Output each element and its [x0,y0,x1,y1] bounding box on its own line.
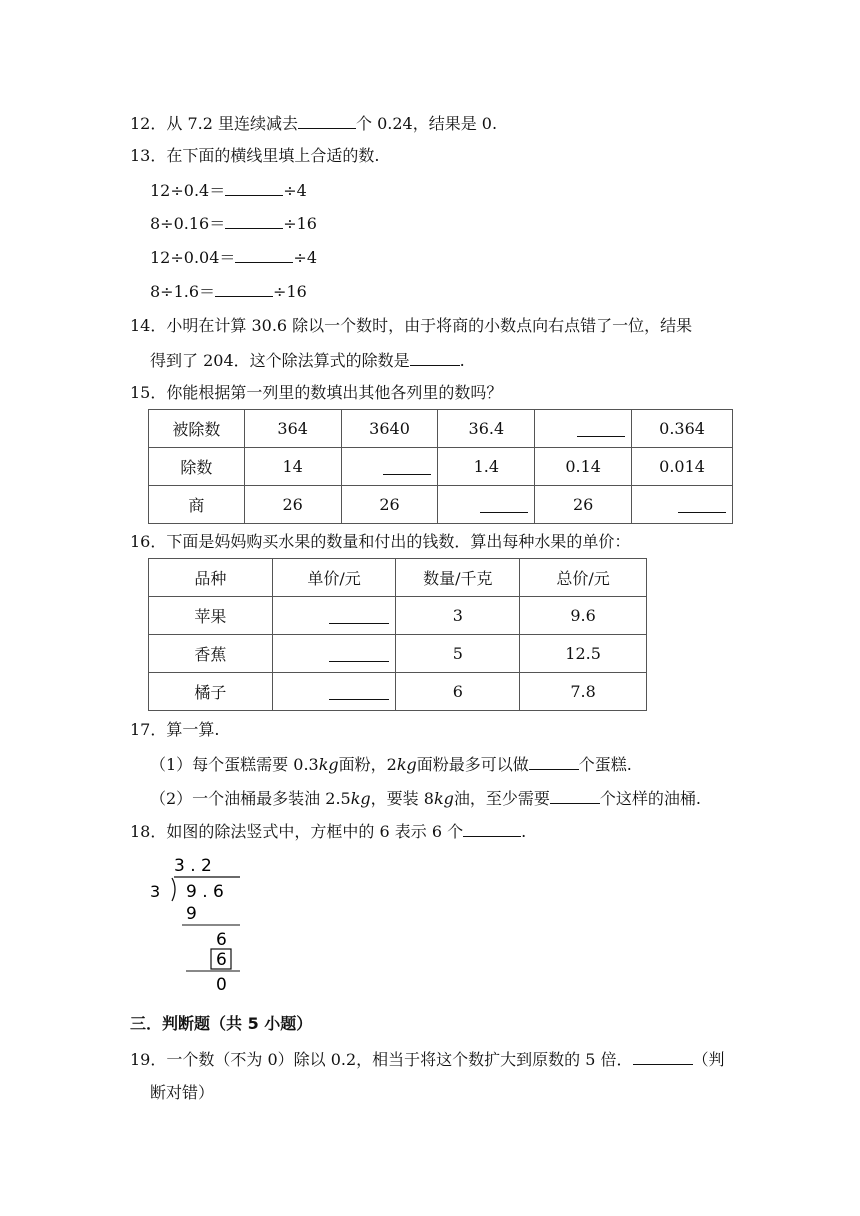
question-12 [130,113,497,134]
table-cell: 0.14 [535,448,632,486]
column-header: 品种 [149,559,273,597]
equation-left: 12÷0.04＝ [150,248,236,267]
question-text: 你能根据第一列里的数填出其他各列里的数吗？ [166,383,503,402]
quotient-text: 3 . 2 [174,856,212,876]
question-number: 14． [130,316,167,335]
part-text: 个这样的油桶. [599,789,701,808]
question-16 [130,532,630,552]
part-text: （2）一个油桶最多装油 2.5 [150,789,351,808]
long-division-figure [150,855,245,995]
part-text: 面粉最多可以做 [416,755,529,774]
table-row [149,673,647,711]
boxed-digit: 6 [216,950,227,970]
question-text: 算一算. [166,720,220,739]
answer-blank[interactable] [678,498,726,513]
equation-left: 12÷0.4＝ [150,181,226,200]
equation-right: ÷4 [283,181,307,200]
table-cell: 橘子 [149,673,273,711]
dividend-text: 9 . 6 [186,882,224,902]
question-19-line2 [150,1083,214,1103]
question-17 [130,720,219,740]
answer-blank[interactable] [298,113,356,129]
table-cell: 6 [396,673,520,711]
equation-right: ÷16 [283,214,317,233]
table-cell: 36.4 [438,410,535,448]
table-cell: 364 [244,410,341,448]
table-cell: 苹果 [149,597,273,635]
equation-left: 8÷1.6＝ [150,282,216,301]
question-text: 一个数（不为 0）除以 0.2，相当于将这个数扩大到原数的 5 倍． [166,1050,633,1069]
question-number: 18． [130,822,167,841]
table-cell-blank[interactable] [341,448,438,486]
answer-blank[interactable] [550,788,600,804]
part-text: （1）每个蛋糕需要 0.3 [150,755,319,774]
part-text: 油，至少需要 [453,789,550,808]
table-cell-blank[interactable] [632,486,733,524]
table-cell: 3 [396,597,520,635]
table-cell-blank[interactable] [535,410,632,448]
table-cell: 26 [341,486,438,524]
question-18 [130,821,526,842]
unit-text: kg [396,755,417,774]
answer-blank[interactable] [480,498,528,513]
question-number: 13． [130,146,167,165]
table-cell: 26 [244,486,341,524]
question-15 [130,383,502,403]
answer-blank[interactable] [225,180,283,196]
question-text: 小明在计算 30.6 除以一个数时，由于将商的小数点向右点错了一位，结果 [166,316,693,335]
question-text: 下面是妈妈购买水果的数量和付出的钱数．算出每种水果的单价： [166,532,631,551]
question-13 [130,146,379,166]
division-bracket [172,878,175,901]
column-header: 单价/元 [272,559,396,597]
column-header: 数量/千克 [396,559,520,597]
answer-blank[interactable] [463,821,521,837]
answer-blank[interactable] [329,647,389,662]
answer-blank[interactable] [633,1049,693,1065]
answer-blank[interactable] [529,754,579,770]
table-cell: 1.4 [438,448,535,486]
table-cell: 7.8 [520,673,647,711]
answer-blank[interactable] [329,609,389,624]
question-text-end: （判 [692,1050,725,1069]
answer-blank[interactable] [410,350,460,366]
equation-right: ÷4 [293,248,317,267]
question-number: 16． [130,532,167,551]
row-header: 商 [149,486,245,524]
table-cell: 3640 [341,410,438,448]
equation-line [150,281,307,302]
table-header-row [149,559,647,597]
answer-blank[interactable] [225,213,283,229]
question-text: 在下面的横线里填上合适的数. [166,146,380,165]
table-row [149,486,733,524]
question-number: 17． [130,720,167,739]
question-text: 如图的除法竖式中，方框中的 6 表示 6 个 [166,822,464,841]
question-19 [130,1049,725,1070]
answer-blank[interactable] [235,247,293,263]
equation-line [150,213,317,234]
question-17-part2 [150,788,701,809]
table-cell: 26 [535,486,632,524]
step2-text: 6 [216,930,227,950]
table-cell: 9.6 [520,597,647,635]
row-header: 被除数 [149,410,245,448]
table-cell: 12.5 [520,635,647,673]
table-row [149,410,733,448]
step1-text: 9 [186,904,197,924]
part-text: ，要装 8 [370,789,434,808]
section-title: 三．判断题（共 5 小题） [130,1014,313,1033]
question-14-line2 [150,350,465,371]
question-text-end: 个 0.24，结果是 0. [356,114,498,133]
table-cell-blank[interactable] [272,635,396,673]
divisor-text: 3 [150,882,161,901]
question-text: 得到了 204．这个除法算式的除数是 [150,351,410,370]
remainder-text: 0 [216,975,227,995]
question-number: 19． [130,1050,167,1069]
table-cell: 0.364 [632,410,733,448]
question-text-end: . [521,822,527,841]
part-text: 面粉，2 [338,755,397,774]
fruit-price-table [148,558,647,711]
answer-blank[interactable] [215,281,273,297]
column-header: 总价/元 [520,559,647,597]
table-cell: 5 [396,635,520,673]
equation-line [150,180,307,201]
table-cell-blank[interactable] [438,486,535,524]
question-text: 从 7.2 里连续减去 [166,114,298,133]
table-cell-blank[interactable] [272,597,396,635]
answer-blank[interactable] [329,685,389,700]
quotient-table [148,409,733,524]
row-header: 除数 [149,448,245,486]
answer-blank[interactable] [383,460,431,475]
table-cell-blank[interactable] [272,673,396,711]
question-number: 15． [130,383,167,402]
table-cell: 0.014 [632,448,733,486]
part-text: 个蛋糕. [578,755,632,774]
question-14 [130,316,692,336]
unit-text: kg [318,755,339,774]
table-row [149,448,733,486]
question-text: 断对错） [150,1083,215,1102]
equation-left: 8÷0.16＝ [150,214,226,233]
table-row [149,635,647,673]
table-cell: 14 [244,448,341,486]
table-cell: 香蕉 [149,635,273,673]
question-17-part1 [150,754,632,775]
question-number: 12． [130,114,167,133]
equation-line [150,247,317,268]
unit-text: kg [350,789,371,808]
unit-text: kg [433,789,454,808]
equation-right: ÷16 [273,282,307,301]
answer-blank[interactable] [577,422,625,437]
table-row [149,597,647,635]
question-text-end: . [459,351,465,370]
